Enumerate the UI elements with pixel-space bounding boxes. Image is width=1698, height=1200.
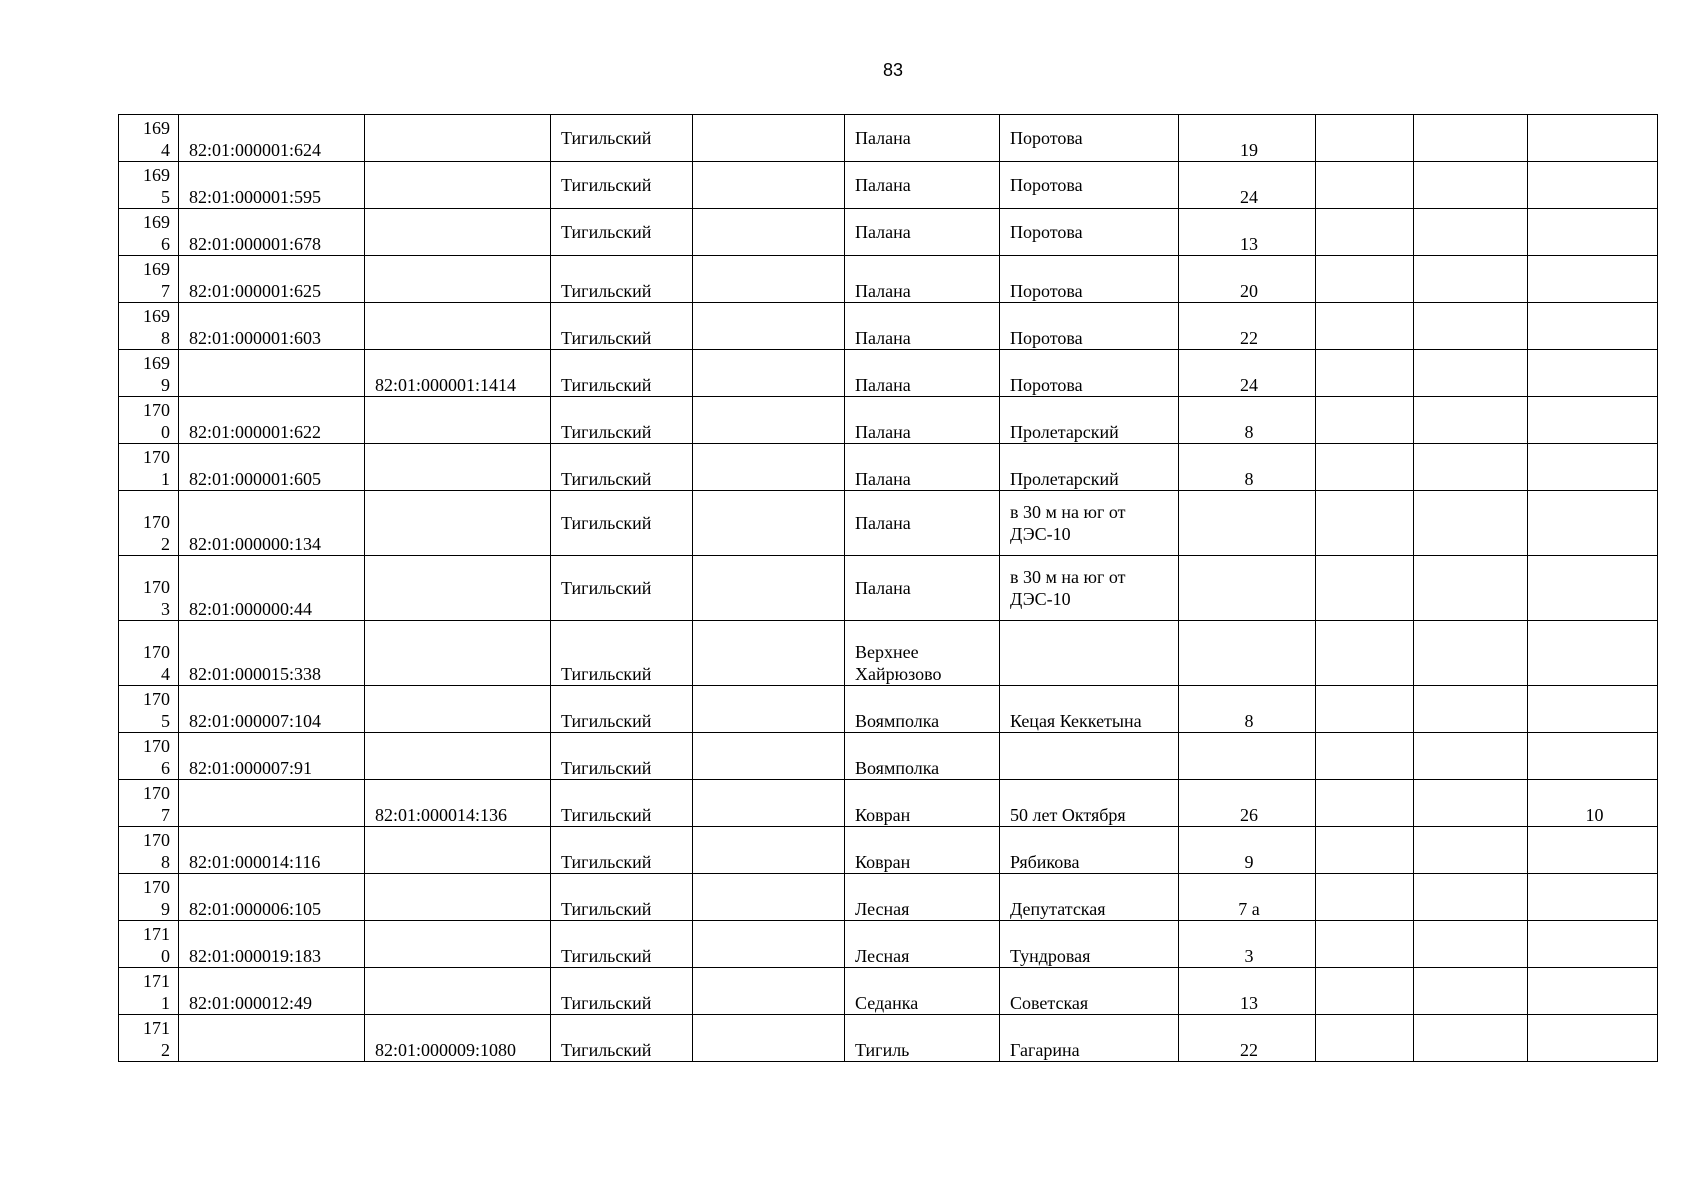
house-number-cell: 8 — [1179, 444, 1316, 491]
row-number-cell: 170 6 — [119, 733, 179, 780]
street-cell: Пролетарский — [1000, 444, 1179, 491]
locality-cell: Воямполка — [845, 686, 1000, 733]
table-row — [119, 874, 1658, 921]
row-number-cell: 169 4 — [119, 115, 179, 162]
locality-cell: Палана — [845, 491, 1000, 556]
locality-cell: Палана — [845, 256, 1000, 303]
locality-cell: Седанка — [845, 968, 1000, 1015]
table-row — [119, 303, 1658, 350]
empty-cell — [1414, 686, 1528, 733]
street-cell: Гагарина — [1000, 1015, 1179, 1062]
empty-cell — [693, 350, 845, 397]
locality-cell: Ковран — [845, 780, 1000, 827]
empty-cell — [1414, 491, 1528, 556]
row-number-cell: 171 2 — [119, 1015, 179, 1062]
street-cell: Кецая Кеккетына — [1000, 686, 1179, 733]
district-cell: Тигильский — [551, 444, 693, 491]
empty-cell — [1316, 1015, 1414, 1062]
empty-cell — [693, 621, 845, 686]
district-cell: Тигильский — [551, 303, 693, 350]
extra-value-cell — [1528, 162, 1658, 209]
row-number-cell: 170 7 — [119, 780, 179, 827]
empty-cell — [1414, 209, 1528, 256]
cadastral-number-alt-cell — [365, 444, 551, 491]
street-cell: Поротова — [1000, 256, 1179, 303]
empty-cell — [1316, 256, 1414, 303]
house-number-cell: 22 — [1179, 1015, 1316, 1062]
empty-cell — [1316, 397, 1414, 444]
extra-value-cell — [1528, 556, 1658, 621]
empty-cell — [1414, 921, 1528, 968]
table-row — [119, 968, 1658, 1015]
locality-cell: Палана — [845, 350, 1000, 397]
extra-value-cell — [1528, 733, 1658, 780]
extra-value-cell — [1528, 115, 1658, 162]
cadastral-number-cell: 82:01:000001:624 — [179, 115, 365, 162]
cadastral-number-alt-cell — [365, 556, 551, 621]
table-row — [119, 1015, 1658, 1062]
cadastral-number-cell: 82:01:000000:44 — [179, 556, 365, 621]
row-number-cell: 170 5 — [119, 686, 179, 733]
empty-cell — [1316, 115, 1414, 162]
cadastral-number-alt-cell — [365, 115, 551, 162]
cadastral-number-cell: 82:01:000007:104 — [179, 686, 365, 733]
empty-cell — [1414, 733, 1528, 780]
empty-cell — [693, 444, 845, 491]
table-row — [119, 921, 1658, 968]
cadastral-number-alt-cell: 82:01:000014:136 — [365, 780, 551, 827]
cadastral-number-alt-cell — [365, 921, 551, 968]
house-number-cell: 26 — [1179, 780, 1316, 827]
cadastral-number-alt-cell — [365, 686, 551, 733]
locality-cell: Тигиль — [845, 1015, 1000, 1062]
row-number-cell: 169 6 — [119, 209, 179, 256]
cadastral-number-cell: 82:01:000012:49 — [179, 968, 365, 1015]
empty-cell — [693, 780, 845, 827]
district-cell: Тигильский — [551, 556, 693, 621]
street-cell: в 30 м на юг от ДЭС-10 — [1000, 556, 1179, 621]
empty-cell — [1414, 780, 1528, 827]
table-body — [119, 115, 1658, 1062]
row-number-cell: 169 9 — [119, 350, 179, 397]
street-cell: Рябикова — [1000, 827, 1179, 874]
empty-cell — [1414, 115, 1528, 162]
house-number-cell: 13 — [1179, 209, 1316, 256]
empty-cell — [693, 303, 845, 350]
district-cell: Тигильский — [551, 115, 693, 162]
empty-cell — [1414, 444, 1528, 491]
cadastral-number-cell: 82:01:000001:603 — [179, 303, 365, 350]
extra-value-cell — [1528, 874, 1658, 921]
cadastral-number-cell: 82:01:000015:338 — [179, 621, 365, 686]
row-number-cell: 170 9 — [119, 874, 179, 921]
locality-cell: Палана — [845, 162, 1000, 209]
district-cell: Тигильский — [551, 256, 693, 303]
extra-value-cell — [1528, 397, 1658, 444]
district-cell: Тигильский — [551, 491, 693, 556]
empty-cell — [1414, 162, 1528, 209]
empty-cell — [1414, 303, 1528, 350]
table-row — [119, 621, 1658, 686]
cadastral-number-alt-cell — [365, 397, 551, 444]
table-row — [119, 491, 1658, 556]
locality-cell: Воямполка — [845, 733, 1000, 780]
table-row — [119, 256, 1658, 303]
empty-cell — [1414, 397, 1528, 444]
empty-cell — [1414, 827, 1528, 874]
locality-cell: Ковран — [845, 827, 1000, 874]
empty-cell — [693, 556, 845, 621]
row-number-cell: 170 0 — [119, 397, 179, 444]
cadastral-number-cell — [179, 350, 365, 397]
locality-cell: Лесная — [845, 874, 1000, 921]
table-row — [119, 397, 1658, 444]
street-cell: Поротова — [1000, 162, 1179, 209]
row-number-cell: 169 5 — [119, 162, 179, 209]
cadastral-number-cell: 82:01:000006:105 — [179, 874, 365, 921]
street-cell: Пролетарский — [1000, 397, 1179, 444]
house-number-cell — [1179, 556, 1316, 621]
district-cell: Тигильский — [551, 686, 693, 733]
street-cell: в 30 м на юг от ДЭС-10 — [1000, 491, 1179, 556]
extra-value-cell — [1528, 491, 1658, 556]
street-cell: Поротова — [1000, 115, 1179, 162]
locality-cell: Верхнее Хайрюзово — [845, 621, 1000, 686]
cadastral-number-alt-cell — [365, 733, 551, 780]
empty-cell — [1316, 556, 1414, 621]
registry-table — [118, 114, 1658, 1062]
street-cell: Поротова — [1000, 209, 1179, 256]
cadastral-number-cell: 82:01:000001:595 — [179, 162, 365, 209]
cadastral-number-cell: 82:01:000001:605 — [179, 444, 365, 491]
row-number-cell: 170 1 — [119, 444, 179, 491]
empty-cell — [1316, 350, 1414, 397]
empty-cell — [1414, 621, 1528, 686]
table-row — [119, 115, 1658, 162]
district-cell: Тигильский — [551, 827, 693, 874]
house-number-cell: 13 — [1179, 968, 1316, 1015]
empty-cell — [1414, 256, 1528, 303]
cadastral-number-alt-cell — [365, 968, 551, 1015]
district-cell: Тигильский — [551, 350, 693, 397]
extra-value-cell — [1528, 303, 1658, 350]
empty-cell — [693, 827, 845, 874]
district-cell: Тигильский — [551, 874, 693, 921]
district-cell: Тигильский — [551, 968, 693, 1015]
street-cell: Советская — [1000, 968, 1179, 1015]
district-cell: Тигильский — [551, 162, 693, 209]
cadastral-number-alt-cell — [365, 162, 551, 209]
extra-value-cell — [1528, 350, 1658, 397]
district-cell: Тигильский — [551, 397, 693, 444]
house-number-cell: 19 — [1179, 115, 1316, 162]
row-number-cell: 171 1 — [119, 968, 179, 1015]
extra-value-cell — [1528, 686, 1658, 733]
row-number-cell: 170 4 — [119, 621, 179, 686]
house-number-cell: 24 — [1179, 162, 1316, 209]
house-number-cell: 24 — [1179, 350, 1316, 397]
district-cell: Тигильский — [551, 921, 693, 968]
street-cell: Депутатская — [1000, 874, 1179, 921]
empty-cell — [1316, 491, 1414, 556]
house-number-cell — [1179, 621, 1316, 686]
empty-cell — [693, 1015, 845, 1062]
table-row — [119, 209, 1658, 256]
empty-cell — [1316, 686, 1414, 733]
cadastral-number-alt-cell — [365, 827, 551, 874]
house-number-cell: 8 — [1179, 686, 1316, 733]
locality-cell: Палана — [845, 444, 1000, 491]
empty-cell — [693, 115, 845, 162]
cadastral-number-cell — [179, 780, 365, 827]
table-row — [119, 780, 1658, 827]
extra-value-cell — [1528, 621, 1658, 686]
locality-cell: Палана — [845, 303, 1000, 350]
house-number-cell — [1179, 733, 1316, 780]
empty-cell — [1316, 621, 1414, 686]
empty-cell — [693, 209, 845, 256]
empty-cell — [693, 874, 845, 921]
cadastral-number-cell: 82:01:000001:625 — [179, 256, 365, 303]
house-number-cell: 8 — [1179, 397, 1316, 444]
house-number-cell: 20 — [1179, 256, 1316, 303]
cadastral-number-cell: 82:01:000019:183 — [179, 921, 365, 968]
locality-cell: Палана — [845, 397, 1000, 444]
extra-value-cell — [1528, 968, 1658, 1015]
locality-cell: Лесная — [845, 921, 1000, 968]
cadastral-number-alt-cell — [365, 209, 551, 256]
table-row — [119, 556, 1658, 621]
street-cell: Поротова — [1000, 350, 1179, 397]
empty-cell — [1414, 968, 1528, 1015]
street-cell — [1000, 733, 1179, 780]
row-number-cell: 169 8 — [119, 303, 179, 350]
extra-value-cell — [1528, 256, 1658, 303]
empty-cell — [693, 686, 845, 733]
extra-value-cell — [1528, 209, 1658, 256]
locality-cell: Палана — [845, 115, 1000, 162]
empty-cell — [1316, 162, 1414, 209]
row-number-cell: 171 0 — [119, 921, 179, 968]
empty-cell — [693, 491, 845, 556]
empty-cell — [1316, 780, 1414, 827]
locality-cell: Палана — [845, 556, 1000, 621]
locality-cell: Палана — [845, 209, 1000, 256]
house-number-cell: 22 — [1179, 303, 1316, 350]
empty-cell — [693, 397, 845, 444]
cadastral-number-alt-cell: 82:01:000009:1080 — [365, 1015, 551, 1062]
district-cell: Тигильский — [551, 1015, 693, 1062]
empty-cell — [693, 921, 845, 968]
empty-cell — [1316, 209, 1414, 256]
empty-cell — [1316, 444, 1414, 491]
house-number-cell: 7 а — [1179, 874, 1316, 921]
empty-cell — [1316, 874, 1414, 921]
row-number-cell: 170 3 — [119, 556, 179, 621]
empty-cell — [1316, 968, 1414, 1015]
empty-cell — [693, 256, 845, 303]
empty-cell — [693, 733, 845, 780]
cadastral-number-alt-cell — [365, 491, 551, 556]
table-row — [119, 350, 1658, 397]
row-number-cell: 169 7 — [119, 256, 179, 303]
street-cell: Поротова — [1000, 303, 1179, 350]
extra-value-cell: 10 — [1528, 780, 1658, 827]
street-cell: 50 лет Октября — [1000, 780, 1179, 827]
empty-cell — [1316, 303, 1414, 350]
cadastral-number-cell: 82:01:000000:134 — [179, 491, 365, 556]
extra-value-cell — [1528, 1015, 1658, 1062]
empty-cell — [1414, 874, 1528, 921]
extra-value-cell — [1528, 444, 1658, 491]
cadastral-number-alt-cell: 82:01:000001:1414 — [365, 350, 551, 397]
cadastral-number-cell — [179, 1015, 365, 1062]
district-cell: Тигильский — [551, 209, 693, 256]
street-cell — [1000, 621, 1179, 686]
row-number-cell: 170 2 — [119, 491, 179, 556]
cadastral-number-cell: 82:01:000007:91 — [179, 733, 365, 780]
extra-value-cell — [1528, 827, 1658, 874]
cadastral-number-cell: 82:01:000001:678 — [179, 209, 365, 256]
table-row — [119, 162, 1658, 209]
row-number-cell: 170 8 — [119, 827, 179, 874]
table-row — [119, 827, 1658, 874]
house-number-cell: 9 — [1179, 827, 1316, 874]
cadastral-number-alt-cell — [365, 256, 551, 303]
empty-cell — [1414, 1015, 1528, 1062]
cadastral-number-alt-cell — [365, 874, 551, 921]
empty-cell — [1414, 556, 1528, 621]
page-number: 83 — [882, 60, 904, 80]
extra-value-cell — [1528, 921, 1658, 968]
table-row — [119, 733, 1658, 780]
empty-cell — [693, 968, 845, 1015]
empty-cell — [1316, 827, 1414, 874]
district-cell: Тигильский — [551, 621, 693, 686]
district-cell: Тигильский — [551, 733, 693, 780]
cadastral-number-alt-cell — [365, 621, 551, 686]
street-cell: Тундровая — [1000, 921, 1179, 968]
house-number-cell: 3 — [1179, 921, 1316, 968]
empty-cell — [693, 162, 845, 209]
empty-cell — [1316, 921, 1414, 968]
cadastral-number-alt-cell — [365, 303, 551, 350]
cadastral-number-cell: 82:01:000001:622 — [179, 397, 365, 444]
table-row — [119, 686, 1658, 733]
cadastral-number-cell: 82:01:000014:116 — [179, 827, 365, 874]
house-number-cell — [1179, 491, 1316, 556]
empty-cell — [1414, 350, 1528, 397]
table-row — [119, 444, 1658, 491]
empty-cell — [1316, 733, 1414, 780]
district-cell: Тигильский — [551, 780, 693, 827]
